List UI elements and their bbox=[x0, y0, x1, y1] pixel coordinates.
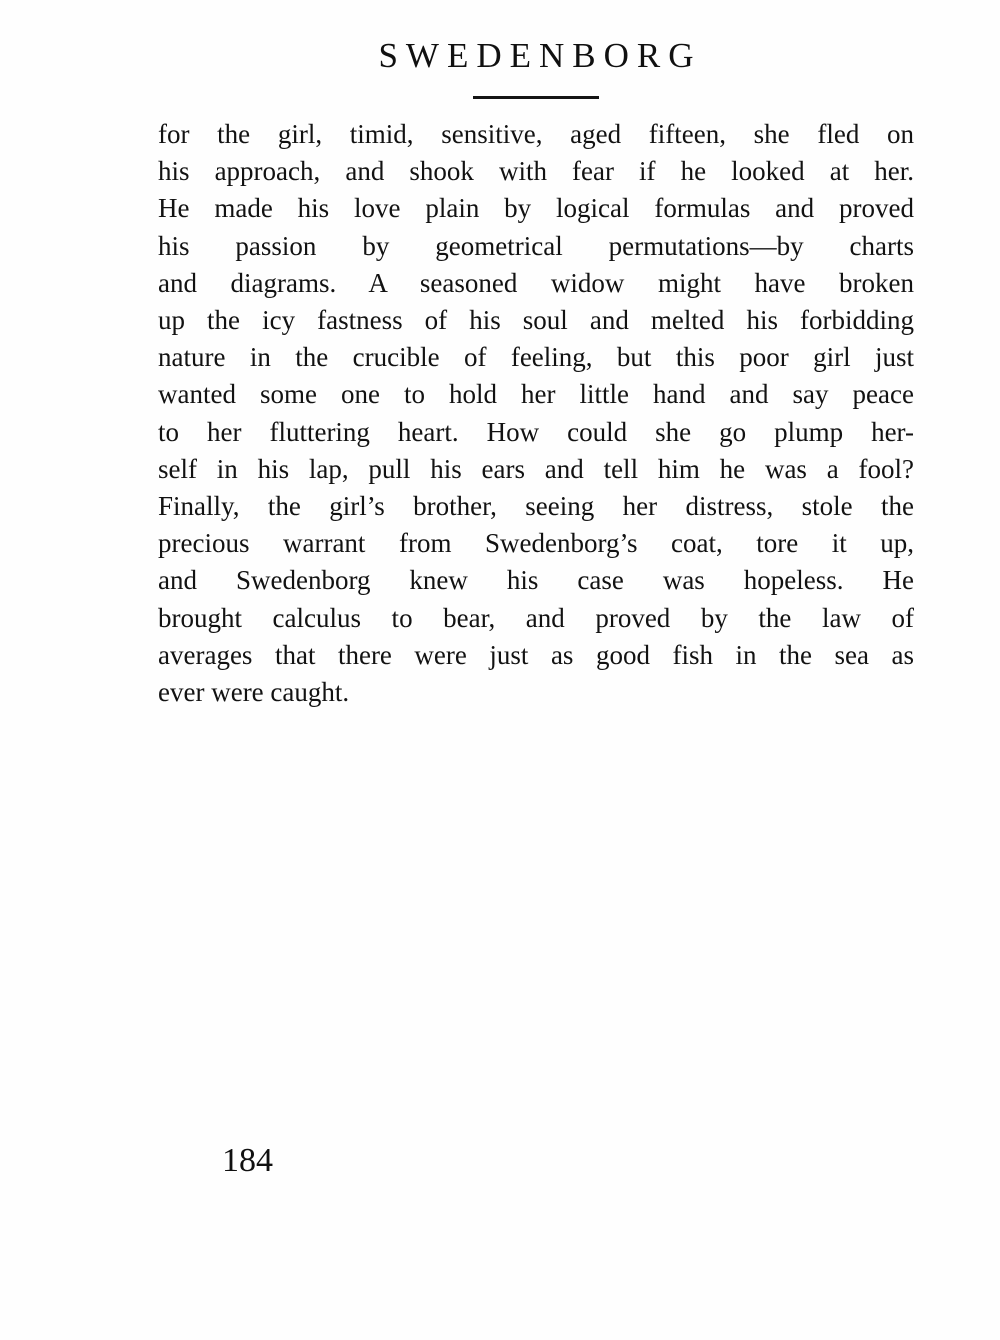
text-line: to her fluttering heart. How could she go plump her- bbox=[158, 416, 914, 447]
text-line: averages that there were just as good fish in the sea as bbox=[158, 639, 914, 670]
text-line: his approach, and shook with fear if he looked at her. bbox=[158, 156, 914, 187]
text-line: and Swedenborg knew his case was hopeless. He bbox=[158, 565, 914, 596]
text-line: nature in the crucible of feeling, but this poor girl just bbox=[158, 342, 914, 373]
text-line: He made his love plain by logical formulas and proved bbox=[158, 193, 914, 224]
text-line: ever were caught. bbox=[158, 677, 350, 708]
text-column bbox=[158, 0, 914, 1340]
text-line: brought calculus to bear, and proved by the law of bbox=[158, 602, 914, 633]
text-line: up the icy fastness of his soul and melted his forbidding bbox=[158, 305, 914, 336]
text-line: for the girl, timid, sensitive, aged fifteen, she fled on bbox=[158, 119, 914, 149]
text-line: Finally, the girl’s brother, seeing her distress, stole the bbox=[158, 491, 914, 522]
text-line: his passion by geometrical permutations—by charts bbox=[158, 230, 914, 261]
title-divider-rule bbox=[473, 96, 599, 99]
text-line: and diagrams. A seasoned widow might have broken bbox=[158, 267, 914, 298]
text-line: self in his lap, pull his ears and tell him he was a fool? bbox=[158, 453, 914, 484]
text-line: precious warrant from Swedenborg’s coat, tore it up, bbox=[158, 528, 914, 559]
page-number: 184 bbox=[222, 1142, 273, 1179]
chapter-title: SWEDENBORG bbox=[378, 36, 702, 75]
text-line: wanted some one to hold her little hand and say peace bbox=[158, 379, 914, 410]
body-paragraph bbox=[158, 116, 914, 711]
